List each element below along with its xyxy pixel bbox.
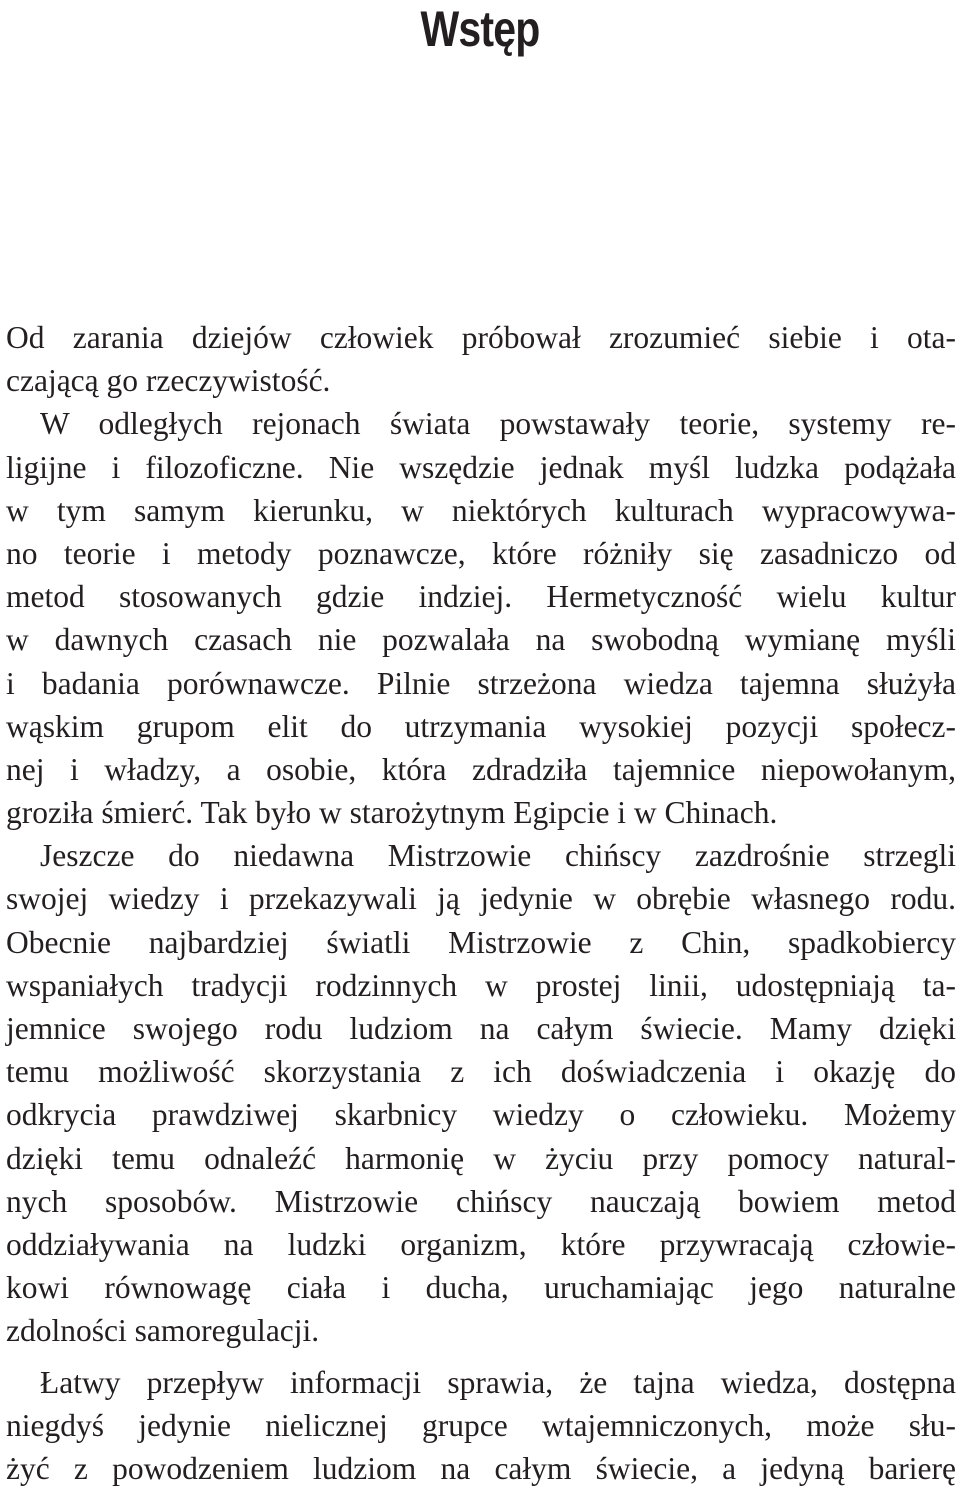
text-line: w tym samym kierunku, w niektórych kulturach wypracowywa- <box>6 492 956 528</box>
text-line: żyć z powodzeniem ludziom na całym świecie, a jedyną barierę <box>6 1450 956 1486</box>
text-line: Od zarania dziejów człowiek próbował zrozumieć siebie i ota- <box>6 320 956 355</box>
text-line: nych sposobów. Mistrzowie chińscy nauczają bowiem metod <box>6 1183 956 1219</box>
text-line: temu możliwość skorzystania z ich doświadczenia i okazję do <box>6 1054 956 1090</box>
text-line: ligijne i filozoficzne. Nie wszędzie jednak myśl ludzka podążała <box>6 449 956 485</box>
text-line: W odległych rejonach świata powstawały teorie, systemy re- <box>40 406 956 442</box>
text-line: groziła śmierć. Tak było w starożytnym Egipcie i w Chinach. <box>6 795 778 831</box>
text-line: w dawnych czasach nie pozwalała na swobodną wymianę myśli <box>6 622 956 658</box>
text-line: oddziaływania na ludzki organizm, które przywracają człowie- <box>6 1226 956 1262</box>
text-line: zdolności samoregulacji. <box>6 1313 320 1349</box>
text-line: kowi równowagę ciała i ducha, uruchamiając jego naturalne <box>6 1270 956 1306</box>
text-line: odkrycia prawdziwej skarbnicy wiedzy o człowieku. Możemy <box>6 1097 956 1133</box>
text-line: wąskim grupom elit do utrzymania wysokiej pozycji społecz- <box>6 708 956 744</box>
text-line: metod stosowanych gdzie indziej. Hermetyczność wielu kultur <box>6 579 956 615</box>
text-line: Obecnie najbardziej światli Mistrzowie z Chin, spadkobiercy <box>6 924 956 960</box>
text-line: swojej wiedzy i przekazywali ją jedynie w obrębie własnego rodu. <box>6 881 956 917</box>
text-line: dzięki temu odnaleźć harmonię w życiu przy pomocy natural- <box>6 1140 956 1176</box>
text-line: Jeszcze do niedawna Mistrzowie chińscy zazdrośnie strzegli <box>40 838 956 874</box>
text-line: i badania porównawcze. Pilnie strzeżona wiedza tajemna służyła <box>6 665 956 701</box>
text-line: Łatwy przepływ informacji sprawia, że tajna wiedza, dostępna <box>40 1364 956 1400</box>
text-line: no teorie i metody poznawcze, które różniły się zasadniczo od <box>6 535 956 571</box>
text-line: jemnice swojego rodu ludziom na całym świecie. Mamy dzięki <box>6 1011 956 1046</box>
text-line: niegdyś jedynie nielicznej grupce wtajemniczonych, może słu- <box>6 1407 956 1443</box>
body-text <box>6 316 956 1490</box>
text-line: nej i władzy, a osobie, która zdradziła tajemnice niepowołanym, <box>6 751 956 787</box>
text-line: wspaniałych tradycji rodzinnych w prostej linii, udostępniają ta- <box>6 967 956 1003</box>
page-title: Wstęp <box>420 1 540 57</box>
text-line: czającą go rzeczywistość. <box>6 363 331 399</box>
